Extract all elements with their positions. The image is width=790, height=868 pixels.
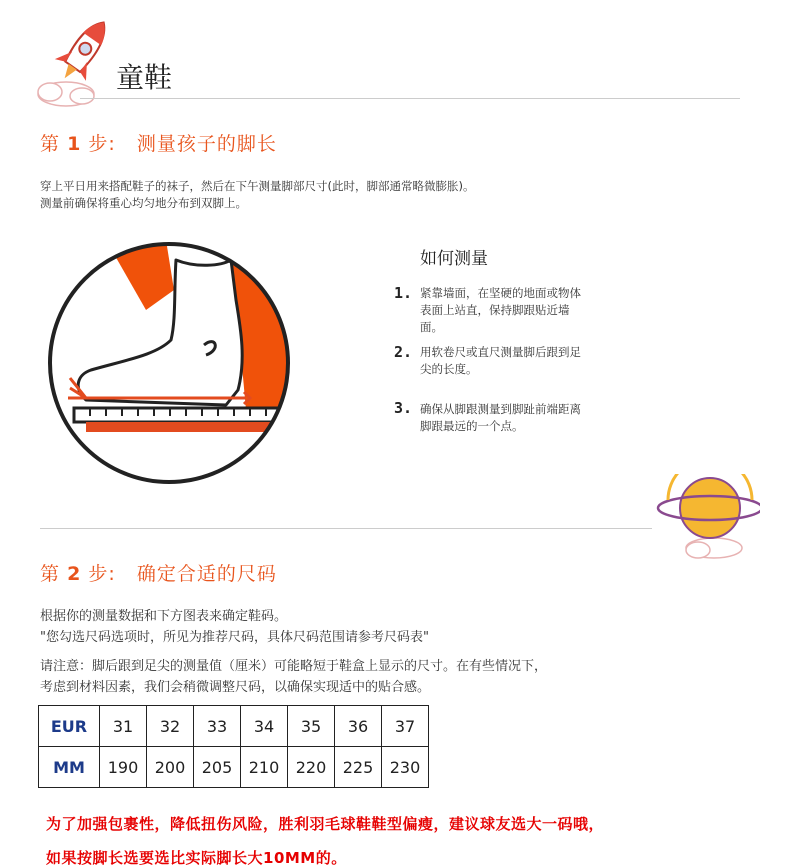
step2-paragraph: [40, 606, 429, 648]
step2-prefix: 第: [40, 563, 61, 585]
how-to-measure-title: 如何测量: [420, 249, 488, 269]
planet-illustration: [648, 474, 760, 566]
table-row-label: EUR: [39, 706, 100, 747]
table-cell: 36: [335, 706, 382, 747]
table-cell: 31: [100, 706, 147, 747]
sizing-notice-line1: 为了加强包裹性，降低扭伤风险，胜利羽毛球鞋鞋型偏瘦，建议球友选大一码哦，: [46, 815, 605, 833]
step1-heading: [40, 129, 277, 156]
instruction-line: 脚跟最远的一个点。: [420, 419, 524, 433]
instruction-number: 1.: [394, 284, 413, 302]
table-cell: 205: [194, 747, 241, 788]
step2-line: 考虑到材料因素，我们会稍微调整尺码，以确保实现适中的贴合感。: [40, 680, 431, 695]
instruction-line: 表面上站直，保持脚跟贴近墙: [420, 303, 570, 317]
table-cell: 32: [147, 706, 194, 747]
instruction-number: 3.: [394, 399, 413, 417]
table-row: [39, 706, 429, 747]
step2-suffix: 步:: [88, 563, 116, 585]
table-cell: 35: [288, 706, 335, 747]
instruction-line: 尖的长度。: [420, 362, 478, 376]
table-cell: 220: [288, 747, 335, 788]
sizing-notice-line2: 如果按脚长选要选比实际脚长大10MM的。: [46, 849, 347, 867]
title-divider: [80, 98, 740, 99]
step1-number: 1: [67, 133, 82, 155]
page-title: 童鞋: [116, 61, 173, 94]
table-cell: 200: [147, 747, 194, 788]
step2-heading: [40, 559, 277, 586]
step2-line: 请注意：脚后跟到足尖的测量值（厘米）可能略短于鞋盒上显示的尺寸。在有些情况下，: [40, 659, 548, 674]
instruction-line: 面。: [420, 320, 443, 334]
step1-desc-line: 穿上平日用来搭配鞋子的袜子，然后在下午测量脚部尺寸(此时，脚部通常略微膨胀)。: [40, 179, 475, 193]
table-cell: 34: [241, 706, 288, 747]
table-cell: 230: [382, 747, 429, 788]
step2-line: "您勾选尺码选项时，所见为推荐尺码，具体尺码范围请参考尺码表": [40, 630, 429, 645]
step1-title: 测量孩子的脚长: [136, 133, 277, 155]
table-cell: 225: [335, 747, 382, 788]
instruction-number: 2.: [394, 343, 413, 361]
step2-title: 确定合适的尺码: [136, 563, 277, 585]
instruction-line: 紧靠墙面，在坚硬的地面或物体: [420, 286, 581, 300]
table-cell: 33: [194, 706, 241, 747]
instruction-text: [420, 401, 595, 435]
step1-desc-line: 测量前确保将重心均匀地分布到双脚上。: [40, 196, 247, 210]
step1-prefix: 第: [40, 133, 61, 155]
section-divider: [40, 528, 652, 529]
instruction-text: [420, 344, 595, 378]
step2-note: [40, 656, 547, 698]
step2-number: 2: [67, 563, 82, 585]
size-table: [38, 705, 429, 788]
foot-measure-illustration: [46, 240, 292, 486]
table-cell: 37: [382, 706, 429, 747]
step1-description: [40, 178, 474, 212]
instruction-line: 确保从脚跟测量到脚趾前端距离: [420, 402, 581, 416]
step1-suffix: 步:: [88, 133, 116, 155]
instruction-line: 用软卷尺或直尺测量脚后跟到足: [420, 345, 581, 359]
rocket-illustration: [28, 12, 118, 112]
instruction-text: [420, 285, 595, 336]
table-cell: 190: [100, 747, 147, 788]
table-row-label: MM: [39, 747, 100, 788]
table-row: [39, 747, 429, 788]
table-cell: 210: [241, 747, 288, 788]
step2-line: 根据你的测量数据和下方图表来确定鞋码。: [40, 609, 288, 624]
